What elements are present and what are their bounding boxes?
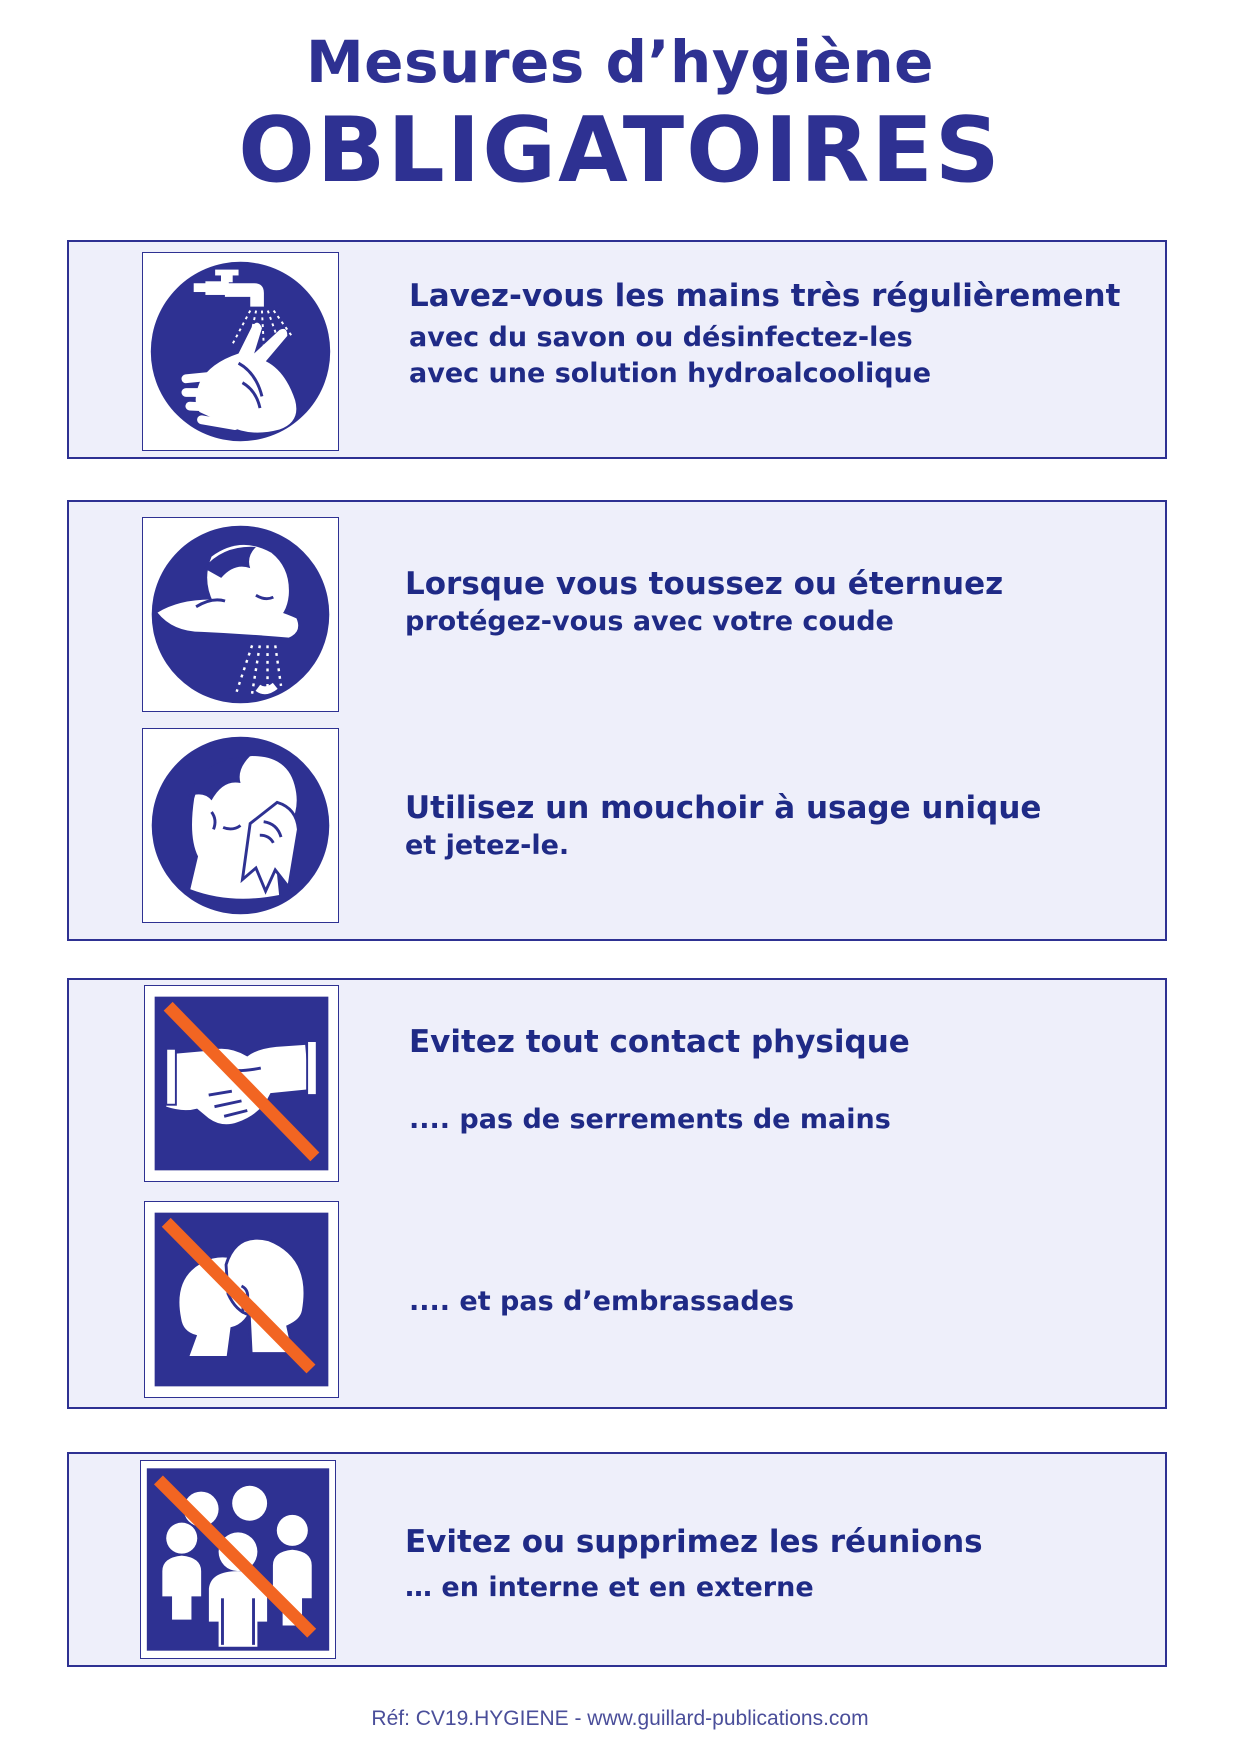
section-detail: … en interne et en externe bbox=[405, 1572, 814, 1603]
panel-respiratory-hygiene bbox=[67, 500, 1167, 941]
tissue-icon bbox=[142, 728, 339, 923]
section-detail: .... et pas d’embrassades bbox=[409, 1286, 795, 1317]
no-kissing-icon bbox=[144, 1201, 339, 1398]
poster-subtitle: OBLIGATOIRES bbox=[238, 98, 1002, 203]
handwashing-icon bbox=[142, 252, 339, 451]
no-handshake-icon bbox=[144, 985, 339, 1182]
cough-elbow-icon bbox=[142, 517, 339, 712]
panel-no-physical-contact bbox=[67, 978, 1167, 1409]
section-detail: avec une solution hydroalcoolique bbox=[409, 358, 932, 389]
section-detail: .... pas de serrements de mains bbox=[409, 1104, 891, 1135]
section-heading: Utilisez un mouchoir à usage unique bbox=[405, 790, 1042, 826]
section-heading: Lorsque vous toussez ou éternuez bbox=[405, 566, 1004, 602]
no-meetings-icon bbox=[140, 1460, 336, 1659]
section-detail: et jetez-le. bbox=[405, 830, 570, 861]
section-heading: Evitez tout contact physique bbox=[409, 1024, 910, 1060]
section-heading: Lavez-vous les mains très régulièrement bbox=[409, 278, 1121, 314]
section-detail: protégez-vous avec votre coude bbox=[405, 606, 894, 637]
section-heading: Evitez ou supprimez les réunions bbox=[405, 1524, 983, 1560]
panel-no-meetings bbox=[67, 1452, 1167, 1667]
panel-handwashing bbox=[67, 240, 1167, 459]
poster-title: Mesures d’hygiène bbox=[305, 28, 935, 96]
footer-reference: Réf: CV19.HYGIENE - www.guillard-publications.com bbox=[371, 1707, 869, 1730]
section-detail: avec du savon ou désinfectez-les bbox=[409, 322, 913, 353]
